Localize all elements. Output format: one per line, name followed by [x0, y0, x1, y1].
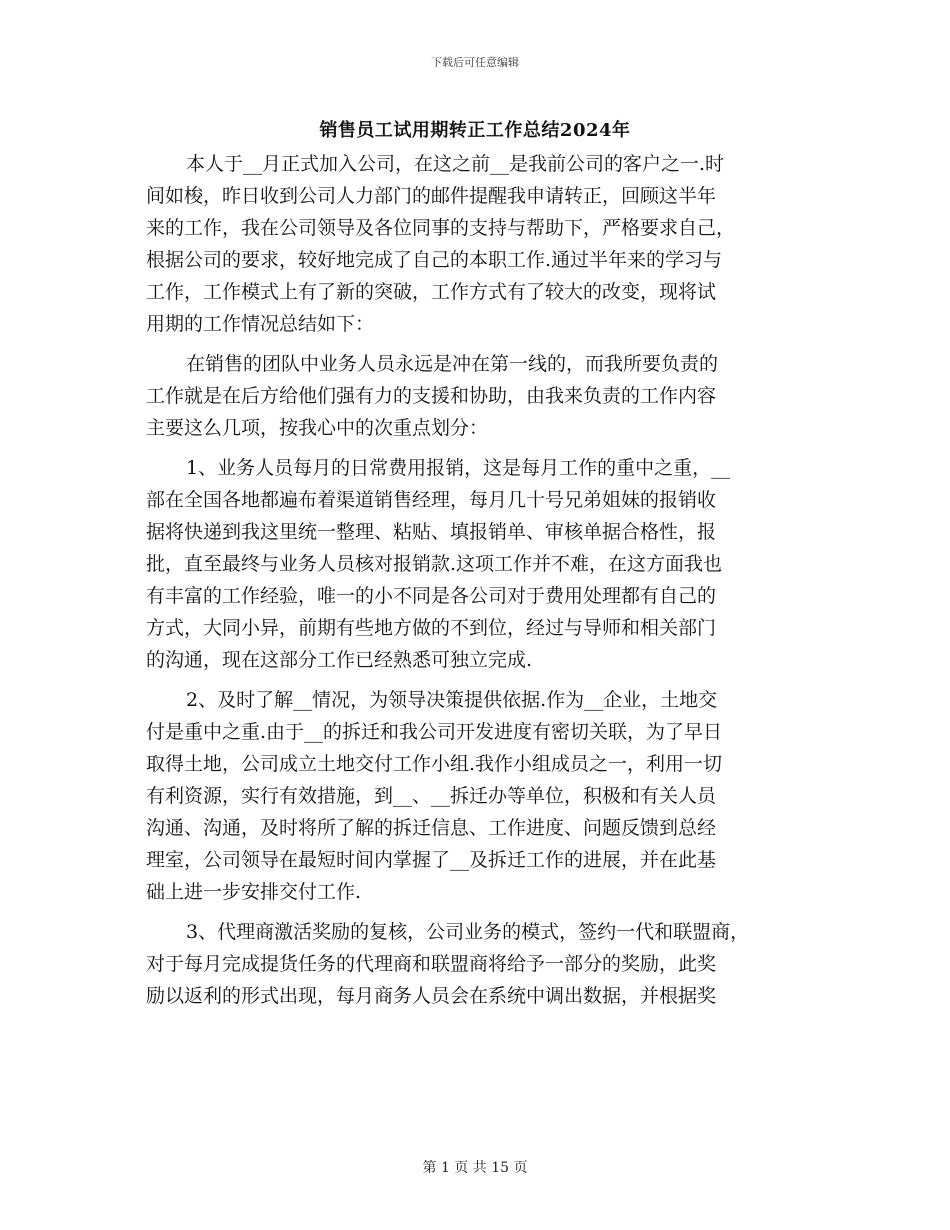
paragraph-line: 的沟通，现在这部分工作已经熟悉可独立完成.	[146, 649, 533, 671]
document-title: 销售员工试用期转正工作总结2024年	[319, 120, 631, 141]
paragraph-line: 础上进一步安排交付工作.	[146, 881, 362, 903]
paragraph-line: 励以返利的形式出现，每月商务人员会在系统中调出数据，并根据奖	[146, 985, 717, 1007]
paragraph-line: 理室，公司领导在最短时间内掌握了__及拆迁工作的进展，并在此基	[146, 849, 717, 871]
paragraph-5	[146, 916, 836, 1012]
paragraph-line: 用期的工作情况总结如下：	[146, 313, 375, 335]
paragraph-line: 来的工作，我在公司领导及各位同事的支持与帮助下，严格要求自己，	[146, 217, 736, 239]
paragraph-line: 对于每月完成提货任务的代理商和联盟商将给予一部分的奖励，此奖	[146, 953, 717, 975]
paragraph-line: 1、业务人员每月的日常费用报销，这是每月工作的重中之重，__	[186, 457, 731, 479]
paragraph-3	[146, 452, 836, 676]
paragraph-line: 付是重中之重.由于__的拆迁和我公司开发进度有密切关联，为了早日	[146, 721, 723, 743]
document-body	[146, 148, 836, 1020]
paragraph-line: 批，直至最终与业务人员核对报销款.这项工作并不难，在这方面我也	[146, 553, 723, 575]
paragraph-line: 据将快递到我这里统一整理、粘贴、填报销单、审核单据合格性，报	[146, 521, 717, 543]
paragraph-4	[146, 684, 836, 908]
paragraph-line: 方式，大同小异，前期有些地方做的不到位，经过与导师和相关部门	[146, 617, 717, 639]
paragraph-line: 有丰富的工作经验，唯一的小不同是各公司对于费用处理都有自己的	[146, 585, 717, 607]
paragraph-line: 主要这么几项，按我心中的次重点划分：	[146, 417, 489, 439]
paragraph-2	[146, 348, 836, 444]
paragraph-line: 沟通、沟通，及时将所了解的拆迁信息、工作进度、问题反馈到总经	[146, 817, 717, 839]
paragraph-line: 在销售的团队中业务人员永远是冲在第一线的，而我所要负责的	[186, 353, 719, 375]
paragraph-line: 间如梭，昨日收到公司人力部门的邮件提醒我申请转正，回顾这半年	[146, 185, 717, 207]
paragraph-line: 有利资源，实行有效措施，到__、__拆迁办等单位，积极和有关人员	[146, 785, 717, 807]
paragraph-line: 本人于__月正式加入公司，在这之前__是我前公司的客户之一.时	[186, 153, 725, 175]
paragraph-line: 部在全国各地都遍布着渠道销售经理，每月几十号兄弟姐妹的报销收	[146, 489, 717, 511]
header-note: 下载后可任意编辑	[431, 56, 519, 69]
paragraph-line: 工作就是在后方给他们强有力的支援和协助，由我来负责的工作内容	[146, 385, 717, 407]
paragraph-line: 工作，工作模式上有了新的突破，工作方式有了较大的改变，现将试	[146, 281, 717, 303]
paragraph-1	[146, 148, 836, 340]
paragraph-line: 2、及时了解__情况，为领导决策提供依据.作为__企业，土地交	[186, 689, 718, 711]
paragraph-line: 取得土地，公司成立土地交付工作小组.我作小组成员之一，利用一切	[146, 753, 723, 775]
paragraph-line: 根据公司的要求，较好地完成了自己的本职工作.通过半年来的学习与	[146, 249, 723, 271]
paragraph-line: 3、代理商激活奖励的复核，公司业务的模式，签约一代和联盟商，	[186, 921, 750, 943]
page-footer: 第 1 页 共 15 页	[422, 1160, 528, 1176]
